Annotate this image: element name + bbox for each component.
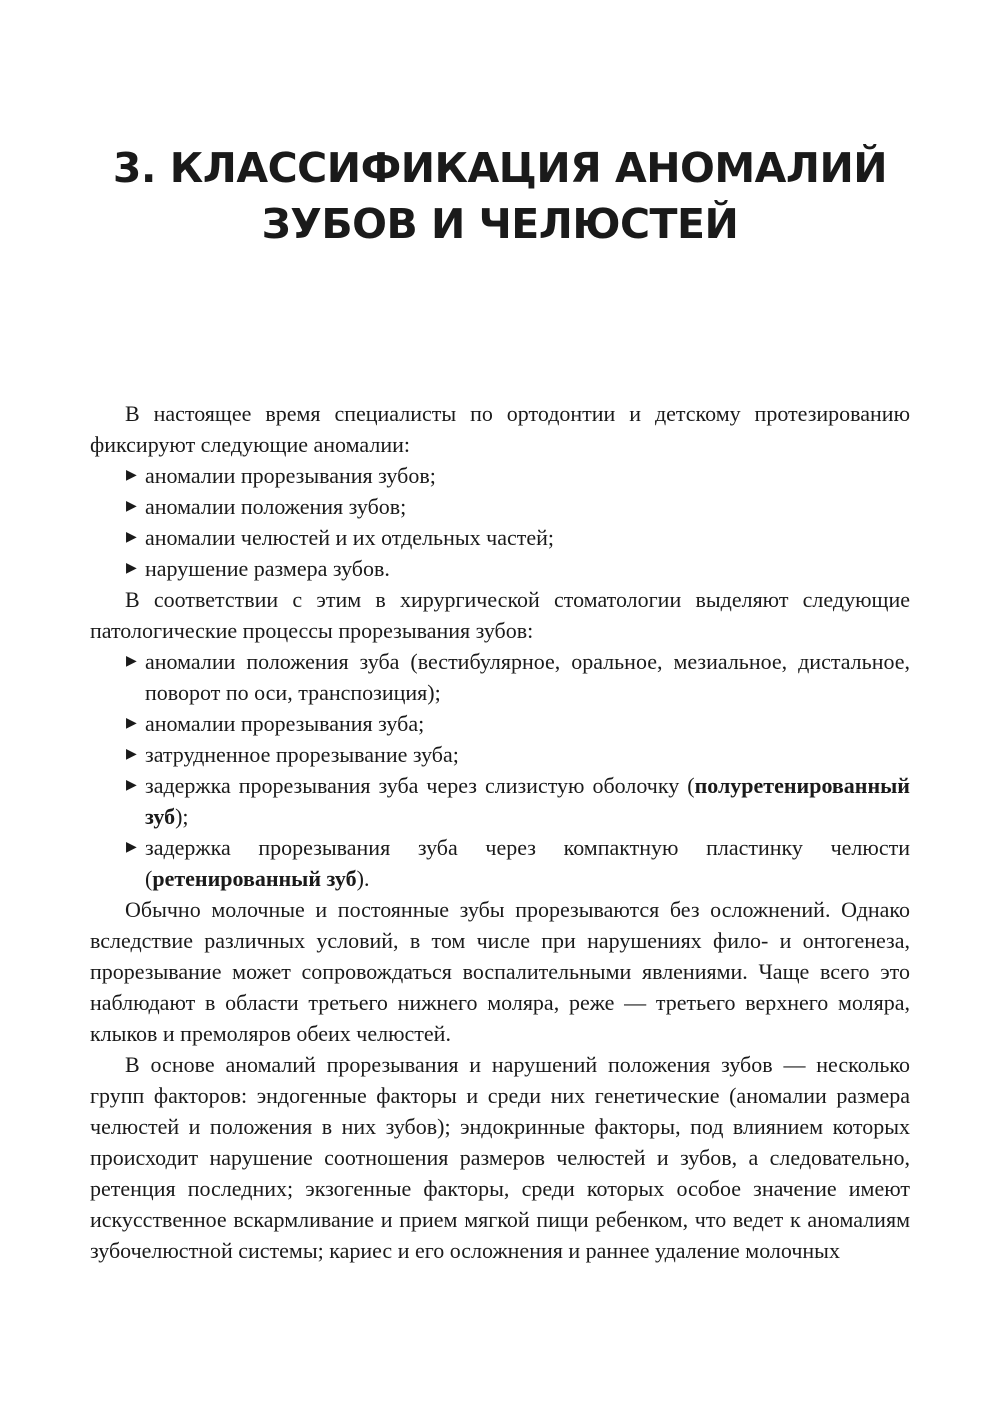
- intro-paragraph: В настоящее время специалисты по ортодонтии и детскому протезированию фиксируют следующие аномалии:: [90, 401, 910, 457]
- triangle-right-icon: ▶: [126, 561, 137, 576]
- triangle-right-icon: ▶: [126, 499, 137, 514]
- factors-paragraph: В основе аномалий прорезывания и нарушений положения зубов — несколько групп факторов: эндогенные факторы и среди них генетические (аномалии размера челюстей и положения в них зубов); эндокринные факторы, под влиянием которых происходит нарушение соотношения размеров челюстей и зубов, а следовательно, ретенция последних; экзогенные факторы, среди которых особое значение имеют искусственное вскармливание и прием мягкой пищи ребенком, что ведет к аномалиям зубочелюстной системы; кариес и его осложнения и раннее удаление молочных: [90, 1052, 910, 1263]
- triangle-right-icon: ▶: [126, 468, 137, 483]
- triangle-right-icon: ▶: [126, 530, 137, 545]
- chapter-title: [0, 140, 1000, 252]
- chapter-title-line-1: 3. КЛАССИФИКАЦИЯ АНОМАЛИЙ: [112, 144, 888, 192]
- triangle-right-icon: ▶: [126, 778, 137, 793]
- list-item: ▶ аномалии положения зуба (вестибулярное, оральное, мезиальное, дистальное, поворот по оси, транспозиция);: [90, 646, 910, 708]
- list-item: ▶ аномалии прорезывания зуба;: [90, 708, 910, 739]
- eruption-processes-list: [90, 646, 910, 894]
- triangle-right-icon: ▶: [126, 716, 137, 731]
- bold-term: ретенированный зуб: [152, 866, 357, 891]
- surgical-paragraph: В соответствии с этим в хирургической стоматологии выделяют следующие патологические процессы прорезывания зубов:: [90, 587, 910, 643]
- triangle-right-icon: ▶: [126, 747, 137, 762]
- anomalies-list: [90, 460, 910, 584]
- bold-term: полуретенированный зуб: [145, 773, 910, 829]
- list-item: ▶ аномалии прорезывания зубов;: [90, 460, 910, 491]
- list-item: ▶ нарушение размера зубов.: [90, 553, 910, 584]
- triangle-right-icon: ▶: [126, 654, 137, 669]
- list-item: ▶ затрудненное прорезывание зуба;: [90, 739, 910, 770]
- chapter-title-line-2: ЗУБОВ И ЧЕЛЮСТЕЙ: [261, 200, 739, 248]
- list-item: ▶ аномалии челюстей и их отдельных частей;: [90, 522, 910, 553]
- triangle-right-icon: ▶: [126, 840, 137, 855]
- list-item: ▶ задержка прорезывания зуба через компактную пластинку челюсти (ретенированный зуб).: [90, 832, 910, 894]
- body-text: [90, 398, 910, 1266]
- eruption-paragraph: Обычно молочные и постоянные зубы прорезываются без осложнений. Однако вследствие различных условий, в том числе при нарушениях фило- и онтогенеза, прорезывание может сопровождаться воспалительными явлениями. Чаще всего это наблюдают в области третьего нижнего моляра, реже — третьего верхнего моляра, клыков и премоляров обеих челюстей.: [90, 897, 910, 1046]
- list-item: ▶ аномалии положения зубов;: [90, 491, 910, 522]
- list-item: ▶ задержка прорезывания зуба через слизистую оболочку (полуретенированный зуб);: [90, 770, 910, 832]
